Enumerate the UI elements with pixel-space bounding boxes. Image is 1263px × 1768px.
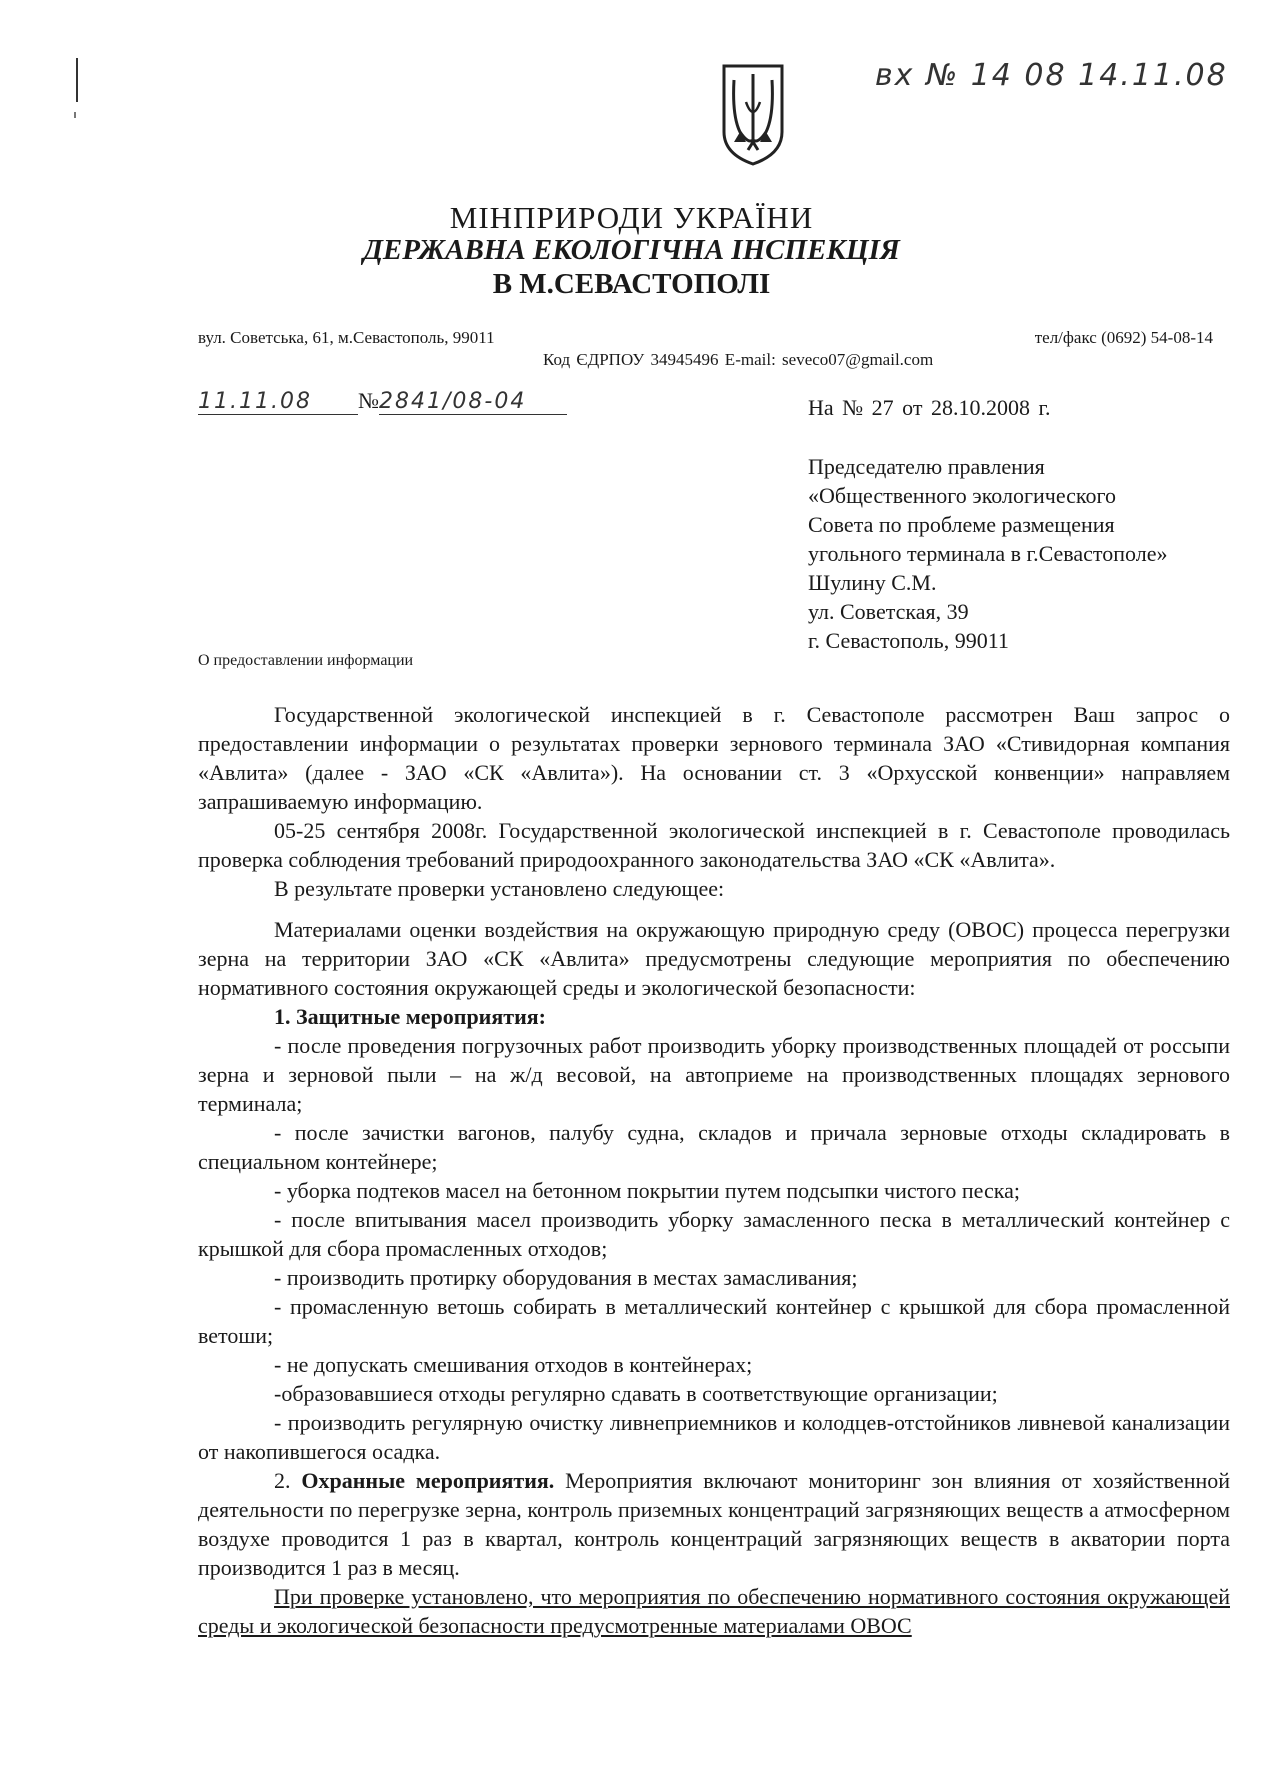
org-code-email: Код ЄДРПОУ 34945496 E-mail: seveco07@gmail.com bbox=[543, 350, 934, 369]
measure-item: - уборка подтеков масел на бетонном покрытии путем подсыпки чистого песка; bbox=[274, 1178, 1020, 1203]
measure-item: - не допускать смешивания отходов в контейнерах; bbox=[274, 1352, 753, 1377]
section-number: 2. bbox=[274, 1468, 302, 1493]
body-paragraph: Государственной экологической инспекцией в г. Севастополе рассмотрен Ваш запрос о предоставлении информации о результатах проверки зернового терминала ЗАО «Стивидорная компания «Авлита» (далее - ЗАО «СК «Авлита»). На основании ст. 3 «Орхусской конвенции» направляем запрашиваемую информацию. bbox=[198, 702, 1230, 814]
section-text: Мероприятия включают мониторинг зон влияния от хозяйственной деятельности по перегрузке зерна, контроль приземных концентраций загрязняющих веществ а атмосферном воздухе проводится 1 раз в квартал, контроль концентраций загрязняющих веществ в акватории порта производится 1 раз в месяц. bbox=[198, 1468, 1231, 1580]
registration-line bbox=[198, 388, 567, 418]
body-paragraph: 05-25 сентября 2008г. Государственной экологической инспекцией в г. Севастополе проводилась проверка соблюдения требований природоохранного законодательства ЗАО «СК «Авлита». bbox=[198, 818, 1230, 872]
reference-number: На № 27 от 28.10.2008 г. bbox=[808, 395, 1051, 420]
ministry-title: МІНПРИРОДИ УКРАЇНИ bbox=[449, 200, 814, 235]
registration-number: 2841/08-04 bbox=[379, 389, 567, 415]
conclusion-paragraph: При проверке установлено, что мероприятия по обеспечению нормативного состояния окружающей среды и экологической безопасности предусмотренные материалами ОВОС bbox=[198, 1584, 1230, 1638]
recipient-line: Совета по проблеме размещения bbox=[808, 512, 1115, 537]
trident-emblem-icon bbox=[720, 62, 786, 166]
section-heading-text: 1. Защитные мероприятия: bbox=[274, 1004, 546, 1029]
measure-item: -образовавшиеся отходы регулярно сдавать в соответствующие организации; bbox=[274, 1381, 998, 1406]
recipient-line: угольного терминала в г.Севастополе» bbox=[808, 541, 1168, 566]
margin-mark bbox=[76, 58, 78, 102]
recipient-line: «Общественного экологического bbox=[808, 483, 1116, 508]
measure-item: - после впитывания масел производить уборку замасленного песка в металлический контейнер с крышкой для сбора промасленных отходов; bbox=[198, 1207, 1230, 1261]
org-phone: тел/факс (0692) 54-08-14 bbox=[1034, 328, 1213, 347]
measure-item: - после проведения погрузочных работ производить уборку производственных площадей от россыпи зерна и зерновой пыли – на ж/д весовой, на автоприеме на производственных площадях зернового терминала; bbox=[198, 1033, 1230, 1116]
handwritten-incoming-note: вх № 14 08 14.11.08 bbox=[875, 58, 1228, 93]
number-sign: № bbox=[358, 388, 379, 413]
org-address: вул. Советська, 61, м.Севастополь, 99011 bbox=[198, 328, 495, 347]
recipient-line: г. Севастополь, 99011 bbox=[808, 628, 1009, 653]
recipient-line: Председателю правления bbox=[808, 454, 1045, 479]
section-heading-text: Охранные мероприятия. bbox=[301, 1468, 555, 1493]
inspection-title: ДЕРЖАВНА ЕКОЛОГІЧНА ІНСПЕКЦІЯ bbox=[363, 234, 900, 266]
recipient-line: ул. Советская, 39 bbox=[808, 599, 969, 624]
registration-date: 11.11.08 bbox=[198, 389, 358, 415]
margin-dot bbox=[74, 112, 76, 118]
city-title: В М.СЕВАСТОПОЛІ bbox=[492, 268, 771, 300]
section-protection bbox=[198, 1466, 1230, 1582]
letter-subject: О предоставлении информации bbox=[198, 652, 414, 669]
measure-item: - производить протирку оборудования в местах замасливания; bbox=[274, 1265, 858, 1290]
measure-item: - производить регулярную очистку ливнеприемников и колодцев-отстойников ливневой канализации от накопившегося осадка. bbox=[198, 1410, 1230, 1464]
body-paragraph: В результате проверки установлено следующее: bbox=[274, 876, 725, 901]
recipient-block bbox=[808, 452, 1167, 655]
letter-body bbox=[198, 700, 1230, 1640]
section-heading-protective bbox=[198, 1002, 1230, 1031]
measure-item: - промасленную ветошь собирать в металлический контейнер с крышкой для сбора промасленной ветоши; bbox=[198, 1294, 1230, 1348]
body-paragraph: Материалами оценки воздействия на окружающую природную среду (ОВОС) процесса перегрузки зерна на территории ЗАО «СК «Авлита» предусмотрены следующие мероприятия по обеспечению нормативного состояния окружающей среды и экологической безопасности: bbox=[198, 917, 1230, 1000]
recipient-line: Шулину С.М. bbox=[808, 570, 937, 595]
measure-item: - после зачистки вагонов, палубу судна, складов и причала зерновые отходы складировать в специальном контейнере; bbox=[198, 1120, 1230, 1174]
